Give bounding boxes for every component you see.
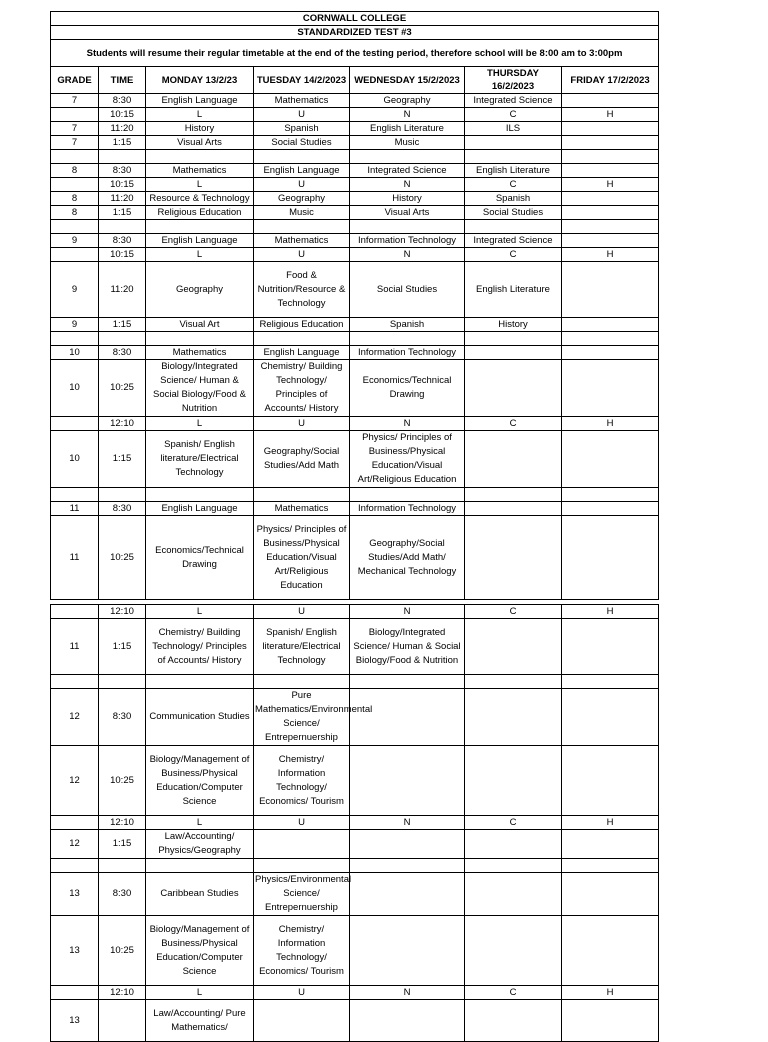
header-grade: GRADE <box>51 67 99 94</box>
monday-cell: L <box>146 605 254 619</box>
wednesday-cell <box>350 830 465 859</box>
table-row <box>51 234 659 248</box>
grade-cell: 9 <box>51 318 99 332</box>
monday-cell: Visual Arts <box>146 136 254 150</box>
friday-cell: H <box>562 248 659 262</box>
grade-cell <box>51 220 99 234</box>
wednesday-cell <box>350 746 465 816</box>
header-row <box>51 67 659 94</box>
friday-cell: H <box>562 417 659 431</box>
table-row <box>51 502 659 516</box>
thursday-cell <box>465 619 562 675</box>
wednesday-cell: Social Studies <box>350 262 465 318</box>
grade-cell <box>51 816 99 830</box>
friday-cell <box>562 192 659 206</box>
tuesday-cell: U <box>254 986 350 1000</box>
friday-cell <box>562 122 659 136</box>
tuesday-cell: U <box>254 816 350 830</box>
time-cell <box>99 1000 146 1042</box>
table-row <box>51 916 659 986</box>
time-cell: 1:15 <box>99 619 146 675</box>
time-cell: 8:30 <box>99 873 146 916</box>
thursday-cell: Spanish <box>465 192 562 206</box>
grade-cell <box>51 332 99 346</box>
grade-cell <box>51 108 99 122</box>
time-cell: 8:30 <box>99 502 146 516</box>
monday-cell <box>146 488 254 502</box>
school-title: CORNWALL COLLEGE <box>51 12 659 26</box>
time-cell <box>99 488 146 502</box>
wednesday-cell: Information Technology <box>350 234 465 248</box>
tuesday-cell: Physics/ Principles of Business/Physical Education/Visual Art/Religious Education <box>254 516 350 600</box>
thursday-cell <box>465 873 562 916</box>
time-cell: 12:10 <box>99 417 146 431</box>
thursday-cell: English Literature <box>465 164 562 178</box>
time-cell: 1:15 <box>99 206 146 220</box>
monday-cell: English Language <box>146 234 254 248</box>
monday-cell: Mathematics <box>146 346 254 360</box>
tuesday-cell: Mathematics <box>254 234 350 248</box>
wednesday-cell: Biology/Integrated Science/ Human & Social Biology/Food & Nutrition <box>350 619 465 675</box>
tuesday-cell <box>254 859 350 873</box>
grade-cell: 9 <box>51 262 99 318</box>
spacer-row <box>51 859 659 873</box>
wednesday-cell: N <box>350 178 465 192</box>
grade-cell: 12 <box>51 689 99 746</box>
grade-cell <box>51 150 99 164</box>
time-cell: 8:30 <box>99 234 146 248</box>
table-row <box>51 417 659 431</box>
tuesday-cell: Chemistry/ Information Technology/ Economics/ Tourism <box>254 916 350 986</box>
table-row <box>51 873 659 916</box>
tuesday-cell: Geography <box>254 192 350 206</box>
thursday-cell: C <box>465 178 562 192</box>
friday-cell <box>562 346 659 360</box>
thursday-cell <box>465 830 562 859</box>
thursday-cell <box>465 346 562 360</box>
thursday-cell: History <box>465 318 562 332</box>
grade-cell: 10 <box>51 360 99 417</box>
header-tuesday: TUESDAY 14/2/2023 <box>254 67 350 94</box>
table-row <box>51 108 659 122</box>
monday-cell: Biology/Management of Business/Physical Education/Computer Science <box>146 746 254 816</box>
monday-cell: Spanish/ English literature/Electrical Technology <box>146 431 254 488</box>
table-row <box>51 346 659 360</box>
thursday-cell <box>465 746 562 816</box>
header-wednesday: WEDNESDAY 15/2/2023 <box>350 67 465 94</box>
friday-cell <box>562 873 659 916</box>
spacer-row <box>51 220 659 234</box>
notice-text: Students will resume their regular timetable at the end of the testing period, therefore school will be 8:00 am to 3:00pm <box>51 40 659 67</box>
friday-cell <box>562 262 659 318</box>
friday-cell <box>562 1000 659 1042</box>
table-row <box>51 262 659 318</box>
time-cell <box>99 332 146 346</box>
table-row <box>51 94 659 108</box>
wednesday-cell <box>350 859 465 873</box>
thursday-cell <box>465 1000 562 1042</box>
grade-cell: 11 <box>51 619 99 675</box>
thursday-cell: Integrated Science <box>465 94 562 108</box>
table-row <box>51 516 659 600</box>
thursday-cell: C <box>465 986 562 1000</box>
wednesday-cell: Economics/Technical Drawing <box>350 360 465 417</box>
monday-cell: Law/Accounting/ Pure Mathematics/ <box>146 1000 254 1042</box>
time-cell: 10:15 <box>99 108 146 122</box>
timetable-page-1 <box>50 11 659 600</box>
time-cell <box>99 150 146 164</box>
time-cell: 12:10 <box>99 986 146 1000</box>
timetable-page-2 <box>50 604 659 1042</box>
tuesday-cell: U <box>254 108 350 122</box>
thursday-cell: C <box>465 605 562 619</box>
thursday-cell <box>465 516 562 600</box>
time-cell: 1:15 <box>99 431 146 488</box>
monday-cell: Chemistry/ Building Technology/ Principles of Accounts/ History <box>146 619 254 675</box>
friday-cell <box>562 502 659 516</box>
thursday-cell <box>465 859 562 873</box>
grade-cell: 11 <box>51 516 99 600</box>
wednesday-cell <box>350 150 465 164</box>
monday-cell: Biology/Integrated Science/ Human & Social Biology/Food & Nutrition <box>146 360 254 417</box>
grade-cell: 7 <box>51 122 99 136</box>
table-row <box>51 816 659 830</box>
tuesday-cell: Chemistry/ Building Technology/ Principles of Accounts/ History <box>254 360 350 417</box>
grade-cell: 7 <box>51 94 99 108</box>
wednesday-cell: N <box>350 108 465 122</box>
wednesday-cell <box>350 488 465 502</box>
time-cell: 12:10 <box>99 816 146 830</box>
wednesday-cell <box>350 332 465 346</box>
friday-cell <box>562 136 659 150</box>
friday-cell <box>562 150 659 164</box>
friday-cell <box>562 619 659 675</box>
monday-cell: Law/Accounting/ Physics/Geography <box>146 830 254 859</box>
tuesday-cell <box>254 332 350 346</box>
grade-cell: 13 <box>51 916 99 986</box>
grade-cell: 13 <box>51 1000 99 1042</box>
wednesday-cell: Geography <box>350 94 465 108</box>
tuesday-cell: Mathematics <box>254 502 350 516</box>
tuesday-cell: English Language <box>254 164 350 178</box>
thursday-cell <box>465 150 562 164</box>
wednesday-cell: Visual Arts <box>350 206 465 220</box>
table-row <box>51 689 659 746</box>
monday-cell <box>146 150 254 164</box>
monday-cell: Resource & Technology <box>146 192 254 206</box>
wednesday-cell: Spanish <box>350 318 465 332</box>
wednesday-cell <box>350 916 465 986</box>
table-row <box>51 1000 659 1042</box>
grade-cell: 7 <box>51 136 99 150</box>
wednesday-cell <box>350 220 465 234</box>
thursday-cell <box>465 502 562 516</box>
friday-cell <box>562 746 659 816</box>
tuesday-cell: Music <box>254 206 350 220</box>
friday-cell <box>562 675 659 689</box>
grade-cell: 13 <box>51 873 99 916</box>
friday-cell <box>562 206 659 220</box>
friday-cell <box>562 360 659 417</box>
wednesday-cell: English Literature <box>350 122 465 136</box>
tuesday-cell: Social Studies <box>254 136 350 150</box>
wednesday-cell: N <box>350 986 465 1000</box>
time-cell: 10:15 <box>99 248 146 262</box>
tuesday-cell: Food & Nutrition/Resource & Technology <box>254 262 350 318</box>
thursday-cell <box>465 689 562 746</box>
wednesday-cell: Information Technology <box>350 502 465 516</box>
grade-cell <box>51 417 99 431</box>
grade-cell <box>51 859 99 873</box>
table-row <box>51 248 659 262</box>
grade-cell: 10 <box>51 431 99 488</box>
friday-cell: H <box>562 816 659 830</box>
grade-cell <box>51 675 99 689</box>
monday-cell: Economics/Technical Drawing <box>146 516 254 600</box>
tuesday-cell: Geography/Social Studies/Add Math <box>254 431 350 488</box>
monday-cell: Caribbean Studies <box>146 873 254 916</box>
monday-cell: L <box>146 816 254 830</box>
monday-cell: Geography <box>146 262 254 318</box>
thursday-cell <box>465 220 562 234</box>
friday-cell: H <box>562 178 659 192</box>
time-cell: 11:20 <box>99 262 146 318</box>
time-cell <box>99 220 146 234</box>
table-row <box>51 619 659 675</box>
table-row <box>51 178 659 192</box>
table-row <box>51 164 659 178</box>
monday-cell: History <box>146 122 254 136</box>
table-row <box>51 746 659 816</box>
friday-cell <box>562 164 659 178</box>
monday-cell <box>146 220 254 234</box>
friday-cell: H <box>562 986 659 1000</box>
tuesday-cell: Spanish/ English literature/Electrical Technology <box>254 619 350 675</box>
table-row <box>51 206 659 220</box>
monday-cell: English Language <box>146 94 254 108</box>
monday-cell: Visual Art <box>146 318 254 332</box>
thursday-cell: Social Studies <box>465 206 562 220</box>
monday-cell: L <box>146 986 254 1000</box>
time-cell: 10:15 <box>99 178 146 192</box>
spacer-row <box>51 488 659 502</box>
time-cell <box>99 675 146 689</box>
spacer-row <box>51 150 659 164</box>
monday-cell <box>146 332 254 346</box>
grade-cell: 8 <box>51 192 99 206</box>
tuesday-cell: Chemistry/ Information Technology/ Economics/ Tourism <box>254 746 350 816</box>
tuesday-cell <box>254 1000 350 1042</box>
monday-cell <box>146 859 254 873</box>
friday-cell <box>562 689 659 746</box>
wednesday-cell <box>350 675 465 689</box>
grade-cell <box>51 248 99 262</box>
tuesday-cell: English Language <box>254 346 350 360</box>
friday-cell <box>562 234 659 248</box>
monday-cell <box>146 675 254 689</box>
monday-cell: L <box>146 417 254 431</box>
monday-cell: L <box>146 248 254 262</box>
grade-cell <box>51 605 99 619</box>
spacer-row <box>51 332 659 346</box>
tuesday-cell: U <box>254 417 350 431</box>
wednesday-cell <box>350 1000 465 1042</box>
monday-cell: Mathematics <box>146 164 254 178</box>
friday-cell <box>562 859 659 873</box>
thursday-cell <box>465 488 562 502</box>
wednesday-cell <box>350 689 465 746</box>
friday-cell: H <box>562 605 659 619</box>
monday-cell: English Language <box>146 502 254 516</box>
tuesday-cell: Spanish <box>254 122 350 136</box>
time-cell <box>99 859 146 873</box>
wednesday-cell: N <box>350 605 465 619</box>
time-cell: 10:25 <box>99 516 146 600</box>
time-cell: 1:15 <box>99 830 146 859</box>
wednesday-cell <box>350 873 465 916</box>
thursday-cell <box>465 136 562 150</box>
grade-cell: 12 <box>51 746 99 816</box>
tuesday-cell: U <box>254 605 350 619</box>
table-row <box>51 986 659 1000</box>
time-cell: 10:25 <box>99 360 146 417</box>
wednesday-cell: N <box>350 816 465 830</box>
header-thursday: THURSDAY 16/2/2023 <box>465 67 562 94</box>
time-cell: 8:30 <box>99 346 146 360</box>
tuesday-cell: Pure Mathematics/Environmental Science/ Entrepernuership <box>254 689 350 746</box>
tuesday-cell <box>254 830 350 859</box>
monday-cell: Religious Education <box>146 206 254 220</box>
header-friday: FRIDAY 17/2/2023 <box>562 67 659 94</box>
monday-cell: Communication Studies <box>146 689 254 746</box>
wednesday-cell: N <box>350 248 465 262</box>
wednesday-cell: Geography/Social Studies/Add Math/ Mechanical Technology <box>350 516 465 600</box>
friday-cell: H <box>562 108 659 122</box>
time-cell: 10:25 <box>99 746 146 816</box>
wednesday-cell: N <box>350 417 465 431</box>
thursday-cell: C <box>465 816 562 830</box>
time-cell: 8:30 <box>99 164 146 178</box>
thursday-cell: ILS <box>465 122 562 136</box>
friday-cell <box>562 332 659 346</box>
grade-cell <box>51 488 99 502</box>
time-cell: 11:20 <box>99 122 146 136</box>
table-row <box>51 830 659 859</box>
time-cell: 1:15 <box>99 136 146 150</box>
grade-cell: 12 <box>51 830 99 859</box>
tuesday-cell <box>254 220 350 234</box>
table-row <box>51 318 659 332</box>
friday-cell <box>562 916 659 986</box>
thursday-cell: Integrated Science <box>465 234 562 248</box>
friday-cell <box>562 830 659 859</box>
friday-cell <box>562 431 659 488</box>
thursday-cell <box>465 431 562 488</box>
time-cell: 12:10 <box>99 605 146 619</box>
friday-cell <box>562 516 659 600</box>
grade-cell: 8 <box>51 164 99 178</box>
grade-cell: 10 <box>51 346 99 360</box>
friday-cell <box>562 318 659 332</box>
tuesday-cell <box>254 488 350 502</box>
thursday-cell <box>465 360 562 417</box>
tuesday-cell: Physics/Environmental Science/ Entrepernuership <box>254 873 350 916</box>
grade-cell: 9 <box>51 234 99 248</box>
time-cell: 8:30 <box>99 689 146 746</box>
table-row <box>51 192 659 206</box>
wednesday-cell: Information Technology <box>350 346 465 360</box>
time-cell: 1:15 <box>99 318 146 332</box>
table-row <box>51 431 659 488</box>
tuesday-cell: Religious Education <box>254 318 350 332</box>
thursday-cell <box>465 332 562 346</box>
thursday-cell <box>465 675 562 689</box>
thursday-cell: English Literature <box>465 262 562 318</box>
grade-cell: 8 <box>51 206 99 220</box>
thursday-cell <box>465 916 562 986</box>
friday-cell <box>562 488 659 502</box>
thursday-cell: C <box>465 417 562 431</box>
wednesday-cell: History <box>350 192 465 206</box>
monday-cell: L <box>146 178 254 192</box>
monday-cell: Biology/Management of Business/Physical Education/Computer Science <box>146 916 254 986</box>
grade-cell: 11 <box>51 502 99 516</box>
spacer-row <box>51 675 659 689</box>
thursday-cell: C <box>465 248 562 262</box>
table-row <box>51 122 659 136</box>
tuesday-cell: U <box>254 178 350 192</box>
wednesday-cell: Integrated Science <box>350 164 465 178</box>
wednesday-cell: Physics/ Principles of Business/Physical Education/Visual Art/Religious Education <box>350 431 465 488</box>
header-time: TIME <box>99 67 146 94</box>
wednesday-cell: Music <box>350 136 465 150</box>
grade-cell <box>51 178 99 192</box>
table-row <box>51 605 659 619</box>
friday-cell <box>562 220 659 234</box>
tuesday-cell <box>254 675 350 689</box>
time-cell: 10:25 <box>99 916 146 986</box>
table-row <box>51 360 659 417</box>
friday-cell <box>562 94 659 108</box>
test-title: STANDARDIZED TEST #3 <box>51 26 659 40</box>
tuesday-cell: U <box>254 248 350 262</box>
monday-cell: L <box>146 108 254 122</box>
thursday-cell: C <box>465 108 562 122</box>
time-cell: 8:30 <box>99 94 146 108</box>
tuesday-cell <box>254 150 350 164</box>
header-monday: MONDAY 13/2/23 <box>146 67 254 94</box>
table-row <box>51 136 659 150</box>
time-cell: 11:20 <box>99 192 146 206</box>
tuesday-cell: Mathematics <box>254 94 350 108</box>
grade-cell <box>51 986 99 1000</box>
